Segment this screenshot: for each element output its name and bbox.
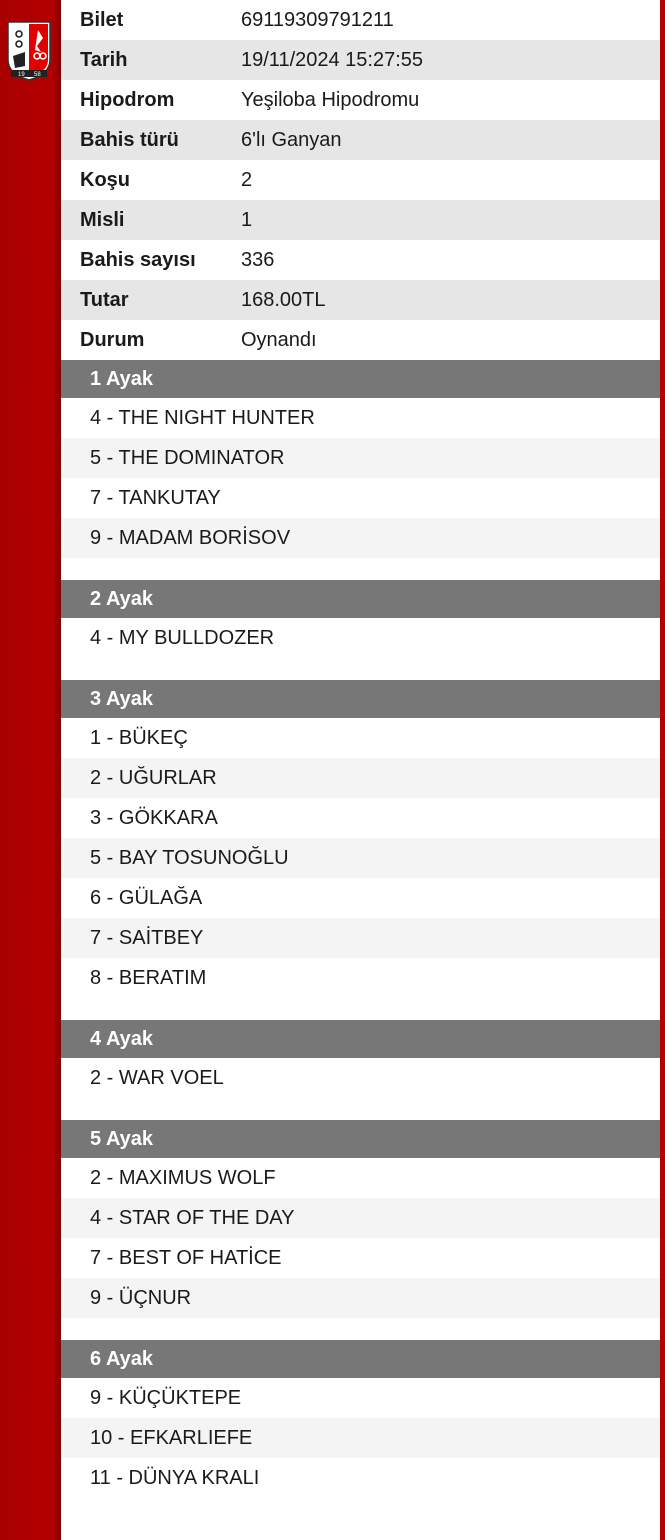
ticket-info: [61, 0, 660, 360]
leg-section: [61, 580, 660, 680]
runner-list: [61, 1378, 660, 1498]
leg-header: 1 Ayak: [61, 360, 660, 398]
leg-section: [61, 360, 660, 580]
runner-item: 8 - BERATIM: [90, 966, 207, 989]
runner-item: 7 - BEST OF HATİCE: [90, 1246, 282, 1269]
ticket-row: [61, 280, 660, 320]
ticket-row-value: Oynandı: [241, 328, 317, 351]
runner-item: 4 - STAR OF THE DAY: [61, 1198, 660, 1238]
ticket-row-label: Tutar: [80, 288, 129, 311]
leg-header: 2 Ayak: [61, 580, 660, 618]
leg-spacer: [61, 658, 660, 680]
leg-section: [61, 1340, 660, 1520]
runner-list: [61, 1058, 660, 1098]
ticket-row: [61, 240, 660, 280]
leg-spacer: [61, 1318, 660, 1340]
legs-list: [61, 360, 660, 1520]
runner-item: 9 - MADAM BORİSOV: [61, 518, 660, 558]
ticket-row-value: 69119309791211: [241, 8, 394, 31]
ticket-row-label: Bahis sayısı: [80, 248, 196, 271]
runner-item: 4 - MY BULLDOZER: [90, 626, 275, 649]
runner-item: 10 - EFKARLIEFE: [61, 1418, 660, 1458]
runner-item: 9 - KÜÇÜKTEPE: [90, 1386, 242, 1409]
runner-item: 2 - MAXIMUS WOLF: [90, 1166, 276, 1189]
ticket-row-label: Tarih: [80, 48, 128, 71]
runner-list: [61, 718, 660, 998]
ticket-row: [61, 160, 660, 200]
ticket-row: [61, 80, 660, 120]
ticket-row-value: 6'lı Ganyan: [241, 128, 342, 151]
runner-item: 7 - TANKUTAY: [90, 486, 221, 509]
ticket-row-value: 1: [241, 208, 253, 231]
ticket-row-label: Misli: [80, 208, 125, 231]
club-crest-icon: [5, 20, 53, 82]
ticket-row: [61, 200, 660, 240]
leg-section: [61, 680, 660, 1020]
runner-list: [61, 1158, 660, 1318]
ticket-row: [61, 40, 660, 80]
leg-spacer: [61, 1098, 660, 1120]
svg-text:19: 19: [18, 72, 25, 78]
leg-spacer: [61, 1498, 660, 1520]
ticket-row-label: Hipodrom: [80, 88, 175, 111]
ticket-row-value: 336: [241, 248, 275, 271]
ticket-row-value: 19/11/2024 15:27:55: [241, 48, 424, 71]
runner-item: 4 - THE NIGHT HUNTER: [90, 406, 315, 429]
runner-item: 6 - GÜLAĞA: [90, 886, 203, 909]
ticket-row: [61, 320, 660, 360]
runner-item: 5 - THE DOMINATOR: [61, 438, 660, 478]
runner-item: 3 - GÖKKARA: [90, 806, 218, 829]
runner-item: 9 - ÜÇNUR: [61, 1278, 660, 1318]
ticket-row: [61, 120, 660, 160]
ticket-row-label: Bilet: [80, 8, 124, 31]
svg-text:58: 58: [34, 72, 41, 78]
runner-item: 11 - DÜNYA KRALI: [90, 1466, 260, 1489]
runner-item: 2 - UĞURLAR: [61, 758, 660, 798]
runner-item: 1 - BÜKEÇ: [90, 726, 188, 749]
runner-item: 2 - WAR VOEL: [90, 1066, 224, 1089]
runner-item: 5 - BAY TOSUNOĞLU: [61, 838, 660, 878]
runner-item: 7 - SAİTBEY: [61, 918, 660, 958]
ticket-row-label: Bahis türü: [80, 128, 179, 151]
leg-spacer: [61, 998, 660, 1020]
leg-section: [61, 1120, 660, 1340]
leg-header: 5 Ayak: [61, 1120, 660, 1158]
ticket-row-label: Koşu: [80, 168, 130, 191]
leg-spacer: [61, 558, 660, 580]
leg-header: 3 Ayak: [61, 680, 660, 718]
ticket-row-value: Yeşiloba Hipodromu: [241, 88, 420, 111]
leg-header: 6 Ayak: [61, 1340, 660, 1378]
ticket-row-value: 168.00TL: [241, 288, 326, 311]
runner-list: [61, 398, 660, 558]
leg-header: 4 Ayak: [61, 1020, 660, 1058]
ticket-row: [61, 0, 660, 40]
ticket-panel: [61, 0, 660, 1540]
leg-section: [61, 1020, 660, 1120]
runner-list: [61, 618, 660, 658]
ticket-row-label: Durum: [80, 328, 145, 351]
ticket-row-value: 2: [241, 168, 253, 191]
